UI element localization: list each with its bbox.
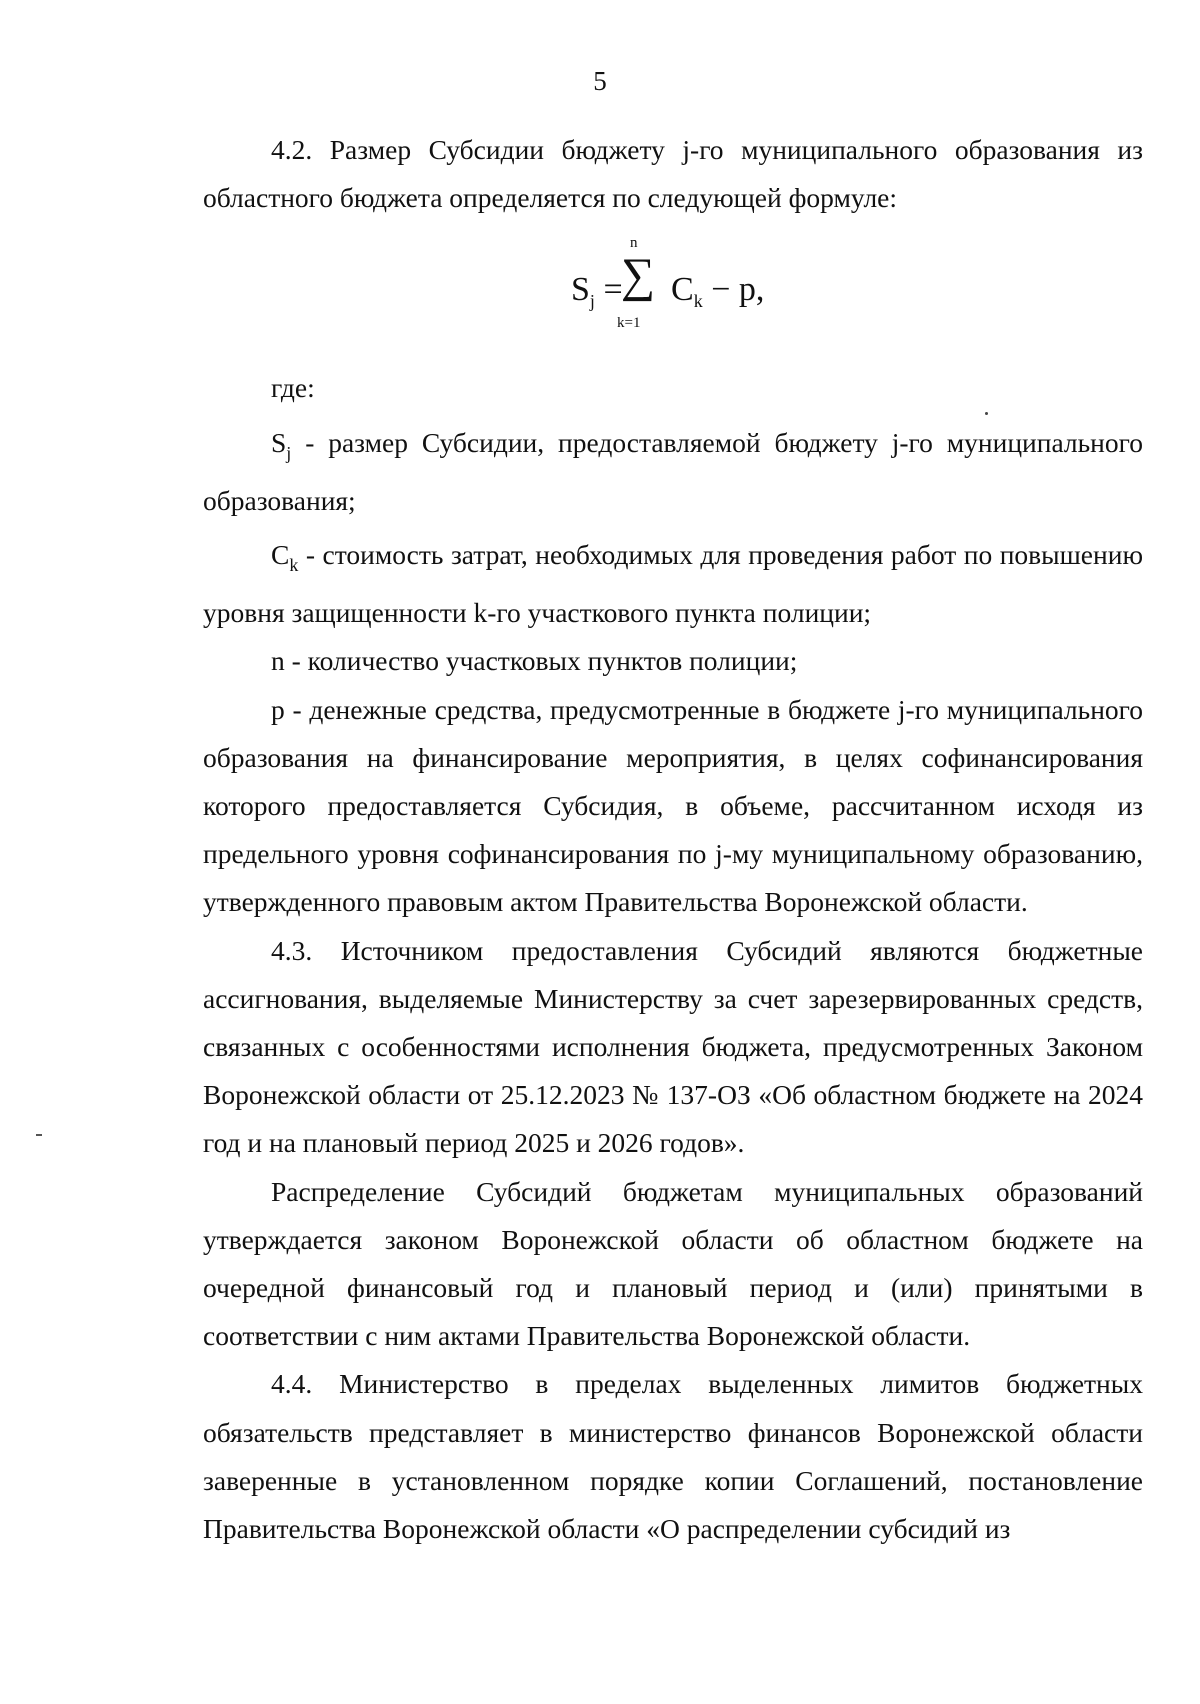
document-body xyxy=(203,126,1143,1553)
paragraph-4-4: 4.4. Министерство в пределах выделенных лимитов бюджетных обязательств представляет в министерство финансов Воронежской области заверенные в установленном порядке копии Соглашений, постановление Правительства Воронежской области «О распределении субсидий из xyxy=(203,1368,1143,1545)
where-label: где: xyxy=(271,372,315,404)
paragraph-4-2: 4.2. Размер Субсидии бюджету j-го муниципального образования из областного бюджета определяется по следующей формуле: xyxy=(203,134,1143,214)
sum-upper-limit: n xyxy=(630,235,638,252)
definition-p: p - денежные средства, предусмотренные в бюджете j-го муниципального образования на финансирование мероприятия, в целях софинансирования которого предоставляется Субсидия, в объеме, рассчитанном исходя из предельного уровня софинансирования по j-му муниципальному образованию, утвержденного правовым актом Правительства Воронежской области. xyxy=(203,693,1143,918)
sum-lower-limit: k=1 xyxy=(617,315,641,332)
page-number: 5 xyxy=(593,66,607,96)
definition-ck: $C_k$ - стоимость затрат, необходимых для проведения работ по повышению уровня защищенности k-го участкового пункта полиции; xyxy=(203,539,1143,629)
paragraph-4-3: 4.3. Источником предоставления Субсидий являются бюджетные ассигнования, выделяемые Министерству за счет зарезервированных средств, связанных с особенностями исполнения бюджета, предусмотренных Законом Воронежской области от 25.12.2023 № 137-ОЗ «Об областном бюджете на 2024 год и на плановый период 2025 и 2026 годов». xyxy=(203,934,1143,1159)
paragraph-distribution: Распределение Субсидий бюджетам муниципальных образований утверждается законом Воронежской области об областном бюджете на очередной финансовый год и плановый период и (или) принятыми в соответствии с ним актами Правительства Воронежской области. xyxy=(203,1175,1143,1352)
subsidy-formula xyxy=(203,230,1143,350)
formula-rhs: $C_k - p$, xyxy=(671,271,765,312)
scan-speck xyxy=(985,412,988,415)
scan-mark xyxy=(36,1134,42,1136)
formula-lhs: $S_j$ = xyxy=(571,271,623,312)
definition-sj: $S_j$ - размер Субсидии, предоставляемой бюджету j-го муниципального образования; xyxy=(203,426,1143,516)
definition-n: n - количество участковых пунктов полиции; xyxy=(271,645,798,677)
sum-symbol: ∑ xyxy=(621,249,656,303)
